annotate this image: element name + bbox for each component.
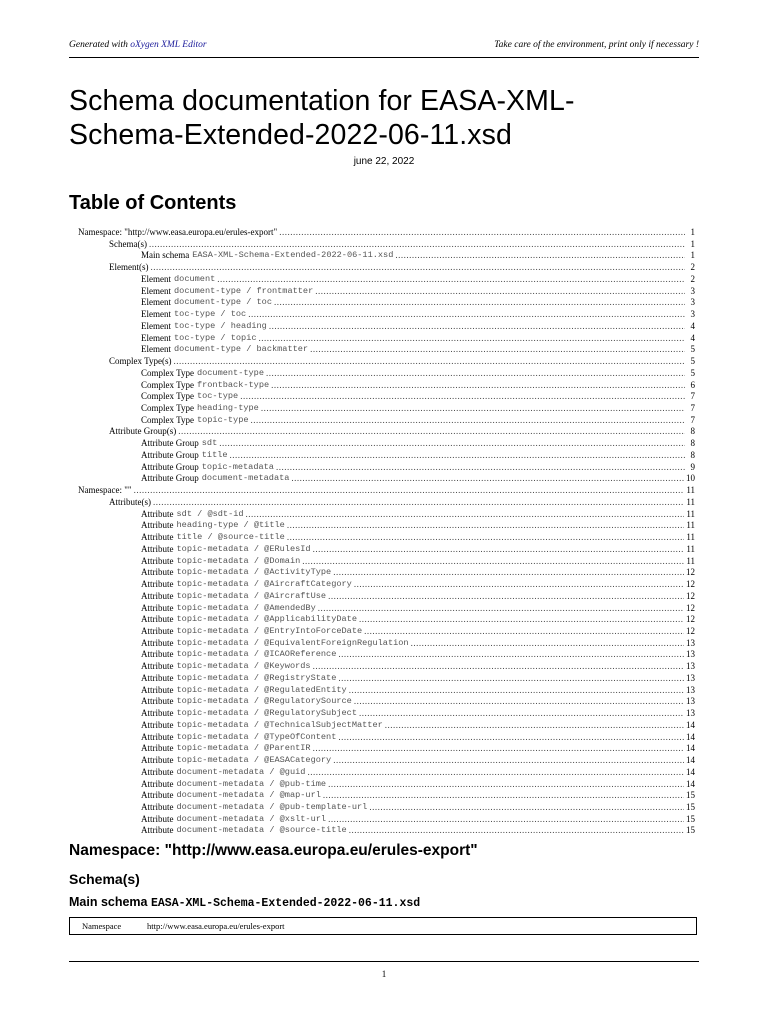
toc-leader-dots xyxy=(266,368,685,380)
toc-entry-code: topic-type xyxy=(196,414,249,425)
toc-entry-label: Attribute xyxy=(141,708,174,719)
toc-leader-dots xyxy=(313,743,684,755)
toc-leader-dots xyxy=(364,626,684,638)
toc-entry-label: Attribute Group xyxy=(141,449,199,460)
toc-leader-dots xyxy=(385,720,684,732)
toc-entry-code: toc-type / topic xyxy=(174,332,257,343)
toc-leader-dots xyxy=(349,825,684,837)
toc-entry-code: document-metadata / @map-url xyxy=(176,790,321,801)
toc-entry-page: 14 xyxy=(686,743,695,754)
toc-entry-label: Attribute Group xyxy=(141,438,199,449)
toc-entry-label: Element xyxy=(141,332,171,343)
toc-entry[interactable] xyxy=(78,614,695,626)
toc-entry[interactable] xyxy=(78,333,695,345)
toc-entry-page: 1 xyxy=(690,238,695,249)
toc-entry-code: topic-metadata / @RegulatedEntity xyxy=(176,684,347,695)
toc-leader-dots xyxy=(328,779,684,791)
toc-entry-code: toc-type / toc xyxy=(174,309,247,320)
toc-leader-dots xyxy=(354,579,684,591)
toc-entry[interactable] xyxy=(78,450,695,462)
toc-entry-page: 15 xyxy=(686,813,695,824)
toc-entry[interactable] xyxy=(78,297,695,309)
toc-entry-label: Element xyxy=(141,273,171,284)
toc-entry-page: 2 xyxy=(690,262,695,273)
toc-leader-dots xyxy=(149,239,685,251)
toc-entry-label: Attribute xyxy=(141,532,174,543)
toc-entry-label: Complex Type(s) xyxy=(109,356,172,367)
toc-entry-code: document xyxy=(174,273,216,284)
toc-entry[interactable] xyxy=(78,509,695,521)
toc-entry[interactable] xyxy=(78,415,695,427)
toc-entry-page: 11 xyxy=(686,543,695,554)
toc-entry-page: 15 xyxy=(686,801,695,812)
toc-entry-label: Element xyxy=(141,285,171,296)
toc-entry[interactable] xyxy=(78,344,695,356)
toc-entry[interactable] xyxy=(78,732,695,744)
toc-entry-code: document-type xyxy=(196,367,264,378)
toc-leader-dots xyxy=(318,603,684,615)
main-schema-name: EASA-XML-Schema-Extended-2022-06-11.xsd xyxy=(151,897,421,910)
toc-entry[interactable] xyxy=(78,626,695,638)
toc-entry-page: 2 xyxy=(690,273,695,284)
schemas-heading: Schema(s) xyxy=(69,871,140,887)
toc-leader-dots xyxy=(178,426,685,438)
toc-leader-dots xyxy=(134,485,685,497)
toc-entry[interactable] xyxy=(78,567,695,579)
toc-leader-dots xyxy=(338,732,684,744)
toc-entry-page: 7 xyxy=(690,403,695,414)
toc-leader-dots xyxy=(230,450,685,462)
main-schema-heading xyxy=(69,895,420,910)
toc-entry[interactable] xyxy=(78,767,695,779)
toc-entry-page: 10 xyxy=(686,473,695,484)
toc-entry[interactable] xyxy=(78,720,695,732)
toc-entry[interactable] xyxy=(78,403,695,415)
toc-entry-code: topic-metadata / @EquivalentForeignRegulation xyxy=(176,637,409,648)
toc-entry-page: 15 xyxy=(686,825,695,836)
toc-entry-label: Attribute xyxy=(141,579,174,590)
toc-leader-dots xyxy=(369,802,684,814)
toc-entry-label: Attribute xyxy=(141,684,174,695)
toc-entry-page: 4 xyxy=(690,332,695,343)
toc-entry[interactable] xyxy=(78,520,695,532)
toc-entry-page: 11 xyxy=(686,496,695,507)
toc-entry-label: Attribute xyxy=(141,637,174,648)
toc-entry-page: 7 xyxy=(690,391,695,402)
toc-entry-label: Element xyxy=(141,320,171,331)
toc-entry[interactable] xyxy=(78,603,695,615)
toc-entry-label: Attribute(s) xyxy=(109,496,151,507)
toc-entry-label: Attribute xyxy=(141,778,174,789)
toc-entry-label: Attribute xyxy=(141,614,174,625)
toc-entry-page: 11 xyxy=(686,508,695,519)
toc-entry-label: Attribute xyxy=(141,543,174,554)
toc-entry-code: sdt / @sdt-id xyxy=(176,508,244,519)
toc-leader-dots xyxy=(395,250,685,262)
toc-entry-code: document-metadata / @guid xyxy=(176,766,306,777)
toc-entry-page: 14 xyxy=(686,766,695,777)
toc-leader-dots xyxy=(349,685,684,697)
toc-leader-dots xyxy=(307,767,684,779)
toc-leader-dots xyxy=(261,403,685,415)
toc-entry-code: topic-metadata / @TechnicalSubjectMatter xyxy=(176,719,383,730)
toc-entry-label: Attribute xyxy=(141,755,174,766)
toc-entry-code: topic-metadata / @EntryIntoForceDate xyxy=(176,625,363,636)
toc-entry-code: title / @source-title xyxy=(176,532,285,543)
toc-leader-dots xyxy=(333,567,684,579)
toc-leader-dots xyxy=(246,509,685,521)
toc-entry-label: Namespace: "http://www.easa.europa.eu/erules-export" xyxy=(78,227,278,237)
toc-entry-label: Namespace: "" xyxy=(78,485,132,496)
toc-entry-page: 12 xyxy=(686,567,695,578)
toc-entry-page: 13 xyxy=(686,696,695,707)
toc-entry-label: Element(s) xyxy=(109,262,149,273)
toc-leader-dots xyxy=(287,520,685,532)
toc-entry[interactable] xyxy=(78,368,695,380)
toc-entry-code: topic-metadata / @ICAOReference xyxy=(176,649,337,660)
toc-entry-page: 5 xyxy=(690,356,695,367)
toc-entry-code: document-metadata / @pub-template-url xyxy=(176,801,368,812)
page-number: 1 xyxy=(381,969,387,979)
toc-leader-dots xyxy=(240,391,685,403)
toc-entry-page: 6 xyxy=(690,379,695,390)
toc-leader-dots xyxy=(315,286,685,298)
toc-entry-code: heading-type / @title xyxy=(176,520,285,531)
toc-entry-code: topic-metadata / @Keywords xyxy=(176,661,311,672)
toc-entry-page: 14 xyxy=(686,778,695,789)
toc-entry-page: 11 xyxy=(686,485,695,496)
toc-leader-dots xyxy=(274,297,685,309)
toc-entry[interactable] xyxy=(78,426,695,438)
toc-entry-page: 11 xyxy=(686,520,695,531)
toc-leader-dots xyxy=(217,274,685,286)
toc-entry-label: Attribute Group(s) xyxy=(109,426,177,437)
toc-entry-label: Attribute xyxy=(141,696,174,707)
environment-notice: Take care of the environment, print only if necessary ! xyxy=(494,40,699,50)
toc-leader-dots xyxy=(411,638,684,650)
toc-entry[interactable] xyxy=(78,485,695,497)
toc-leader-dots xyxy=(219,438,685,450)
toc-entry-label: Element xyxy=(141,309,171,320)
toc-entry[interactable] xyxy=(78,262,695,274)
toc-entry-page: 12 xyxy=(686,590,695,601)
document-date: june 22, 2022 xyxy=(353,156,415,167)
toc-leader-dots xyxy=(173,356,685,368)
toc-entry[interactable] xyxy=(78,673,695,685)
toc-entry-code: document-metadata xyxy=(201,473,290,484)
toc-entry-page: 1 xyxy=(690,250,695,261)
generator-credit xyxy=(69,40,207,50)
toc-entry-label: Attribute xyxy=(141,567,174,578)
toc-entry-label: Complex Type xyxy=(141,367,194,378)
toc-entry-label: Attribute xyxy=(141,649,174,660)
toc-entry-code: topic-metadata / @TypeOfContent xyxy=(176,731,337,742)
toc-entry-label: Complex Type xyxy=(141,391,194,402)
toc-entry[interactable] xyxy=(78,391,695,403)
toc-leader-dots xyxy=(333,755,684,767)
toc-entry-label: Attribute xyxy=(141,590,174,601)
toc-entry[interactable] xyxy=(78,250,695,262)
toc-entry-label: Complex Type xyxy=(141,403,194,414)
toc-entry-page: 3 xyxy=(690,309,695,320)
toc-entry-label: Attribute Group xyxy=(141,461,199,472)
toc-entry-page: 15 xyxy=(686,790,695,801)
toc-entry-label: Schema(s) xyxy=(109,238,147,249)
toc-leader-dots xyxy=(276,462,685,474)
toc-entry-page: 11 xyxy=(686,532,695,543)
toc-leader-dots xyxy=(251,415,685,427)
running-header xyxy=(69,40,699,54)
toc-entry-page: 3 xyxy=(690,285,695,296)
toc-entry[interactable] xyxy=(78,743,695,755)
toc-entry-page: 13 xyxy=(686,637,695,648)
toc-entry[interactable] xyxy=(78,755,695,767)
toc-leader-dots xyxy=(151,262,686,274)
toc-entry-label: Attribute xyxy=(141,672,174,683)
toc-entry-label: Complex Type xyxy=(141,379,194,390)
toc-entry-label: Complex Type xyxy=(141,414,194,425)
toc-leader-dots xyxy=(354,696,684,708)
document-title: Schema documentation for EASA-XML-Schema-Extended-2022-06-11.xsd xyxy=(69,85,575,151)
toc-leader-dots xyxy=(302,556,684,568)
toc-entry-code: topic-metadata / @ERulesId xyxy=(176,543,311,554)
toc-entry[interactable] xyxy=(78,790,695,802)
toc-entry-page: 11 xyxy=(686,555,695,566)
toc-entry-code: document-metadata / @xslt-url xyxy=(176,813,327,824)
toc-leader-dots xyxy=(271,380,685,392)
toc-entry-label: Attribute xyxy=(141,508,174,519)
toc-entry[interactable] xyxy=(78,227,695,239)
toc-entry-label: Attribute xyxy=(141,625,174,636)
toc-entry-label: Attribute xyxy=(141,731,174,742)
toc-leader-dots xyxy=(291,473,684,485)
toc-leader-dots xyxy=(328,591,684,603)
toc-leader-dots xyxy=(269,321,685,333)
toc-entry[interactable] xyxy=(78,286,695,298)
toc-entry[interactable] xyxy=(78,814,695,826)
toc-entry-code: topic-metadata / @ParentIR xyxy=(176,743,311,754)
toc-leader-dots xyxy=(359,708,684,720)
toc-entry-label: Main schema xyxy=(141,250,190,261)
toc-entry[interactable] xyxy=(78,309,695,321)
toc-entry-code: topic-metadata / @RegulatorySubject xyxy=(176,708,357,719)
toc-entry-code: topic-metadata / @ActivityType xyxy=(176,567,332,578)
toc-entry[interactable] xyxy=(78,591,695,603)
toc-entry-page: 4 xyxy=(690,320,695,331)
toc-entry-code: document-type / backmatter xyxy=(174,344,309,355)
toc-entry-label: Attribute xyxy=(141,719,174,730)
toc-entry-label: Attribute xyxy=(141,825,174,836)
toc-entry[interactable] xyxy=(78,579,695,591)
toc-entry[interactable] xyxy=(78,685,695,697)
toc-entry-page: 12 xyxy=(686,625,695,636)
toc-entry-code: sdt xyxy=(201,438,218,449)
main-schema-label: Main schema xyxy=(69,895,148,909)
toc-entry-label: Attribute xyxy=(141,813,174,824)
toc-entry-label: Attribute xyxy=(141,661,174,672)
toc-entry-code: heading-type xyxy=(196,403,259,414)
toc-entry-page: 8 xyxy=(690,426,695,437)
toc-entry-page: 8 xyxy=(690,438,695,449)
toc-entry-page: 14 xyxy=(686,755,695,766)
toc-entry-label: Attribute xyxy=(141,520,174,531)
toc-entry[interactable] xyxy=(78,779,695,791)
toc-entry-label: Attribute xyxy=(141,801,174,812)
toc-entry[interactable] xyxy=(78,473,695,485)
toc-entry[interactable] xyxy=(78,239,695,251)
toc-entry[interactable] xyxy=(78,696,695,708)
toc-entry[interactable] xyxy=(78,356,695,368)
toc-entry-page: 1 xyxy=(690,227,695,237)
toc-entry-page: 7 xyxy=(690,414,695,425)
toc-entry-page: 14 xyxy=(686,719,695,730)
namespace-table-key: Namespace xyxy=(82,921,122,931)
generated-prefix: Generated with xyxy=(69,40,131,50)
toc-leader-dots xyxy=(287,532,685,544)
toc-entry-code: topic-metadata / @Domain xyxy=(176,555,301,566)
toc-title: Table of Contents xyxy=(69,192,237,214)
toc-entry-page: 13 xyxy=(686,661,695,672)
toc-leader-dots xyxy=(259,333,685,345)
toc-entry-code: topic-metadata / @RegistryState xyxy=(176,672,337,683)
toc-leader-dots xyxy=(338,649,684,661)
toc-leader-dots xyxy=(313,661,684,673)
namespace-table-value: http://www.easa.europa.eu/erules-export xyxy=(147,921,285,931)
toc-entry-page: 9 xyxy=(690,461,695,472)
toc-entry-code: toc-type / heading xyxy=(174,320,267,331)
toc-entry-page: 5 xyxy=(690,344,695,355)
toc-entry-label: Element xyxy=(141,297,171,308)
toc-entry-page: 12 xyxy=(686,579,695,590)
toc-entry-code: document-type / toc xyxy=(174,297,272,308)
toc-leader-dots xyxy=(310,344,685,356)
header-rule xyxy=(69,57,699,58)
toc-entry[interactable] xyxy=(78,825,695,837)
toc-entry[interactable] xyxy=(78,438,695,450)
namespace-table xyxy=(69,917,697,935)
toc-entry[interactable] xyxy=(78,544,695,556)
toc-entry-page: 13 xyxy=(686,708,695,719)
toc-entry-page: 13 xyxy=(686,672,695,683)
toc-entry-code: EASA-XML-Schema-Extended-2022-06-11.xsd xyxy=(192,250,394,261)
toc-entry[interactable] xyxy=(78,497,695,509)
toc-leader-dots xyxy=(338,673,684,685)
toc-leader-dots xyxy=(313,544,685,556)
toc-entry-page: 12 xyxy=(686,602,695,613)
toc-entry-label: Attribute xyxy=(141,555,174,566)
toc-entry-code: topic-metadata / @AircraftCategory xyxy=(176,579,352,590)
toc-entry-label: Attribute xyxy=(141,743,174,754)
table-of-contents xyxy=(78,227,695,837)
namespace-heading: Namespace: "http://www.easa.europa.eu/erules-export" xyxy=(69,842,478,859)
toc-entry[interactable] xyxy=(78,638,695,650)
toc-leader-dots xyxy=(248,309,685,321)
toc-entry-code: title xyxy=(201,449,228,460)
toc-entry-code: document-type / frontmatter xyxy=(174,285,314,296)
toc-entry-page: 13 xyxy=(686,684,695,695)
toc-leader-dots xyxy=(323,790,684,802)
toc-leader-dots xyxy=(279,227,685,239)
toc-entry[interactable] xyxy=(78,802,695,814)
generator-link[interactable]: oXygen XML Editor xyxy=(130,40,207,50)
toc-entry-label: Element xyxy=(141,344,171,355)
toc-entry[interactable] xyxy=(78,380,695,392)
toc-entry-label: Attribute xyxy=(141,766,174,777)
footer-rule xyxy=(69,961,699,962)
toc-entry-label: Attribute xyxy=(141,602,174,613)
toc-entry[interactable] xyxy=(78,556,695,568)
toc-entry-code: document-metadata / @source-title xyxy=(176,825,347,836)
toc-entry-code: topic-metadata / @AircraftUse xyxy=(176,590,327,601)
toc-entry-page: 8 xyxy=(690,449,695,460)
toc-entry-code: frontback-type xyxy=(196,379,270,390)
toc-entry[interactable] xyxy=(78,274,695,286)
toc-entry-page: 14 xyxy=(686,731,695,742)
toc-entry-code: topic-metadata / @EASACategory xyxy=(176,755,332,766)
toc-entry[interactable] xyxy=(78,532,695,544)
toc-entry-code: topic-metadata / @AmendedBy xyxy=(176,602,316,613)
toc-entry[interactable] xyxy=(78,462,695,474)
toc-entry-code: toc-type xyxy=(196,391,239,402)
toc-entry-page: 13 xyxy=(686,649,695,660)
toc-leader-dots xyxy=(328,814,684,826)
toc-entry-page: 3 xyxy=(690,297,695,308)
toc-entry-code: topic-metadata xyxy=(201,461,274,472)
toc-entry-page: 5 xyxy=(690,367,695,378)
toc-entry-code: topic-metadata / @ApplicabilityDate xyxy=(176,614,357,625)
toc-entry-label: Attribute xyxy=(141,790,174,801)
toc-entry[interactable] xyxy=(78,708,695,720)
toc-entry-code: document-metadata / @pub-time xyxy=(176,778,327,789)
toc-entry-page: 12 xyxy=(686,614,695,625)
toc-entry[interactable] xyxy=(78,649,695,661)
toc-leader-dots xyxy=(153,497,684,509)
toc-entry[interactable] xyxy=(78,321,695,333)
toc-entry-code: topic-metadata / @RegulatorySource xyxy=(176,696,352,707)
toc-entry[interactable] xyxy=(78,661,695,673)
toc-leader-dots xyxy=(359,614,684,626)
toc-entry-label: Attribute Group xyxy=(141,473,199,484)
